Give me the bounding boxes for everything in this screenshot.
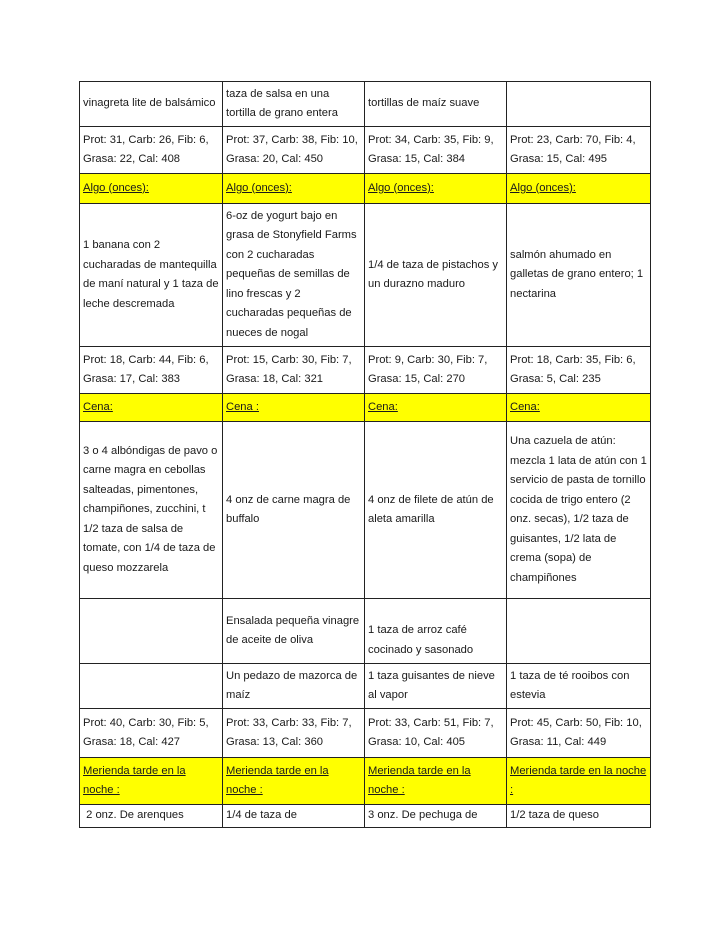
macro-cell: Prot: 15, Carb: 30, Fib: 7, Grasa: 18, Cal: 321 — [223, 347, 365, 394]
section-header-cell: Merienda tarde en la noche : — [365, 758, 507, 805]
table-row — [80, 664, 651, 709]
table-cell — [507, 82, 651, 127]
macro-cell: Prot: 18, Carb: 35, Fib: 6, Grasa: 5, Cal: 235 — [507, 347, 651, 394]
macro-cell: Prot: 33, Carb: 33, Fib: 7, Grasa: 13, Cal: 360 — [223, 709, 365, 758]
table-cell — [80, 599, 223, 664]
table-cell: 1 taza de té rooibos con estevia — [507, 664, 651, 709]
table-row — [80, 82, 651, 127]
section-header-cell: Merienda tarde en la noche : — [507, 758, 651, 805]
macro-cell: Prot: 18, Carb: 44, Fib: 6, Grasa: 17, Cal: 383 — [80, 347, 223, 394]
table-cell — [507, 599, 651, 664]
macro-cell: Prot: 37, Carb: 38, Fib: 10, Grasa: 20, Cal: 450 — [223, 127, 365, 174]
table-cell: vinagreta lite de balsámico — [80, 82, 223, 127]
table-cell: 2 onz. De arenques — [80, 805, 223, 828]
section-header-cell: Cena: — [80, 394, 223, 422]
section-header-cell: Merienda tarde en la noche : — [80, 758, 223, 805]
section-header-cell: Algo (onces): — [365, 174, 507, 204]
table-cell: tortillas de maíz suave — [365, 82, 507, 127]
section-header-row — [80, 758, 651, 805]
table-cell: 1/4 de taza de — [223, 805, 365, 828]
section-header-cell: Merienda tarde en la noche : — [223, 758, 365, 805]
section-header-cell: Cena: — [507, 394, 651, 422]
table-cell: taza de salsa en una tortilla de grano entera — [223, 82, 365, 127]
macro-cell: Prot: 33, Carb: 51, Fib: 7, Grasa: 10, Cal: 405 — [365, 709, 507, 758]
section-header-cell: Cena: — [365, 394, 507, 422]
table-row — [80, 805, 651, 828]
section-header-cell: Algo (onces): — [223, 174, 365, 204]
section-header-row — [80, 394, 651, 422]
table-cell: Ensalada pequeña vinagre de aceite de oliva — [223, 599, 365, 664]
section-header-cell: Algo (onces): — [80, 174, 223, 204]
table-cell: 3 o 4 albóndigas de pavo o carne magra en cebollas salteadas, pimentones, champiñones, zucchini, t 1/2 taza de salsa de tomate, con 1/4 de taza de queso mozzarela — [80, 422, 223, 599]
table-cell: 4 onz de filete de atún de aleta amarilla — [365, 422, 507, 599]
table-cell: salmón ahumado en galletas de grano entero; 1 nectarina — [507, 204, 651, 347]
macro-cell: Prot: 9, Carb: 30, Fib: 7, Grasa: 15, Cal: 270 — [365, 347, 507, 394]
table-cell: 1/4 de taza de pistachos y un durazno maduro — [365, 204, 507, 347]
meal-plan-table — [79, 81, 651, 828]
macro-cell: Prot: 23, Carb: 70, Fib: 4, Grasa: 15, Cal: 495 — [507, 127, 651, 174]
section-header-cell: Algo (onces): — [507, 174, 651, 204]
table-cell: 3 onz. De pechuga de — [365, 805, 507, 828]
table-row — [80, 204, 651, 347]
table-row — [80, 422, 651, 599]
table-cell: Una cazuela de atún: mezcla 1 lata de atún con 1 servicio de pasta de tornillo cocida de trigo entero (2 onz. secas), 1/2 taza de guisantes, 1/2 lata de crema (sopa) de champiñones — [507, 422, 651, 599]
table-row — [80, 127, 651, 174]
macro-cell: Prot: 31, Carb: 26, Fib: 6, Grasa: 22, Cal: 408 — [80, 127, 223, 174]
table-cell: 1 taza guisantes de nieve al vapor — [365, 664, 507, 709]
table-cell: 6-oz de yogurt bajo en grasa de Stonyfield Farms con 2 cucharadas pequeñas de semillas de lino frescas y 2 cucharadas pequeñas de nueces de nogal — [223, 204, 365, 347]
macro-cell: Prot: 40, Carb: 30, Fib: 5, Grasa: 18, Cal: 427 — [80, 709, 223, 758]
section-header-row — [80, 174, 651, 204]
table-row — [80, 709, 651, 758]
macro-cell: Prot: 45, Carb: 50, Fib: 10, Grasa: 11, Cal: 449 — [507, 709, 651, 758]
table-cell: 1 banana con 2 cucharadas de mantequilla de maní natural y 1 taza de leche descremada — [80, 204, 223, 347]
table-cell: Un pedazo de mazorca de maíz — [223, 664, 365, 709]
table-cell: 4 onz de carne magra de buffalo — [223, 422, 365, 599]
table-cell: 1 taza de arroz café cocinado y sasonado — [365, 599, 507, 664]
table-cell — [80, 664, 223, 709]
section-header-cell: Cena : — [223, 394, 365, 422]
table-row — [80, 599, 651, 664]
table-row — [80, 347, 651, 394]
macro-cell: Prot: 34, Carb: 35, Fib: 9, Grasa: 15, Cal: 384 — [365, 127, 507, 174]
table-cell: 1/2 taza de queso — [507, 805, 651, 828]
